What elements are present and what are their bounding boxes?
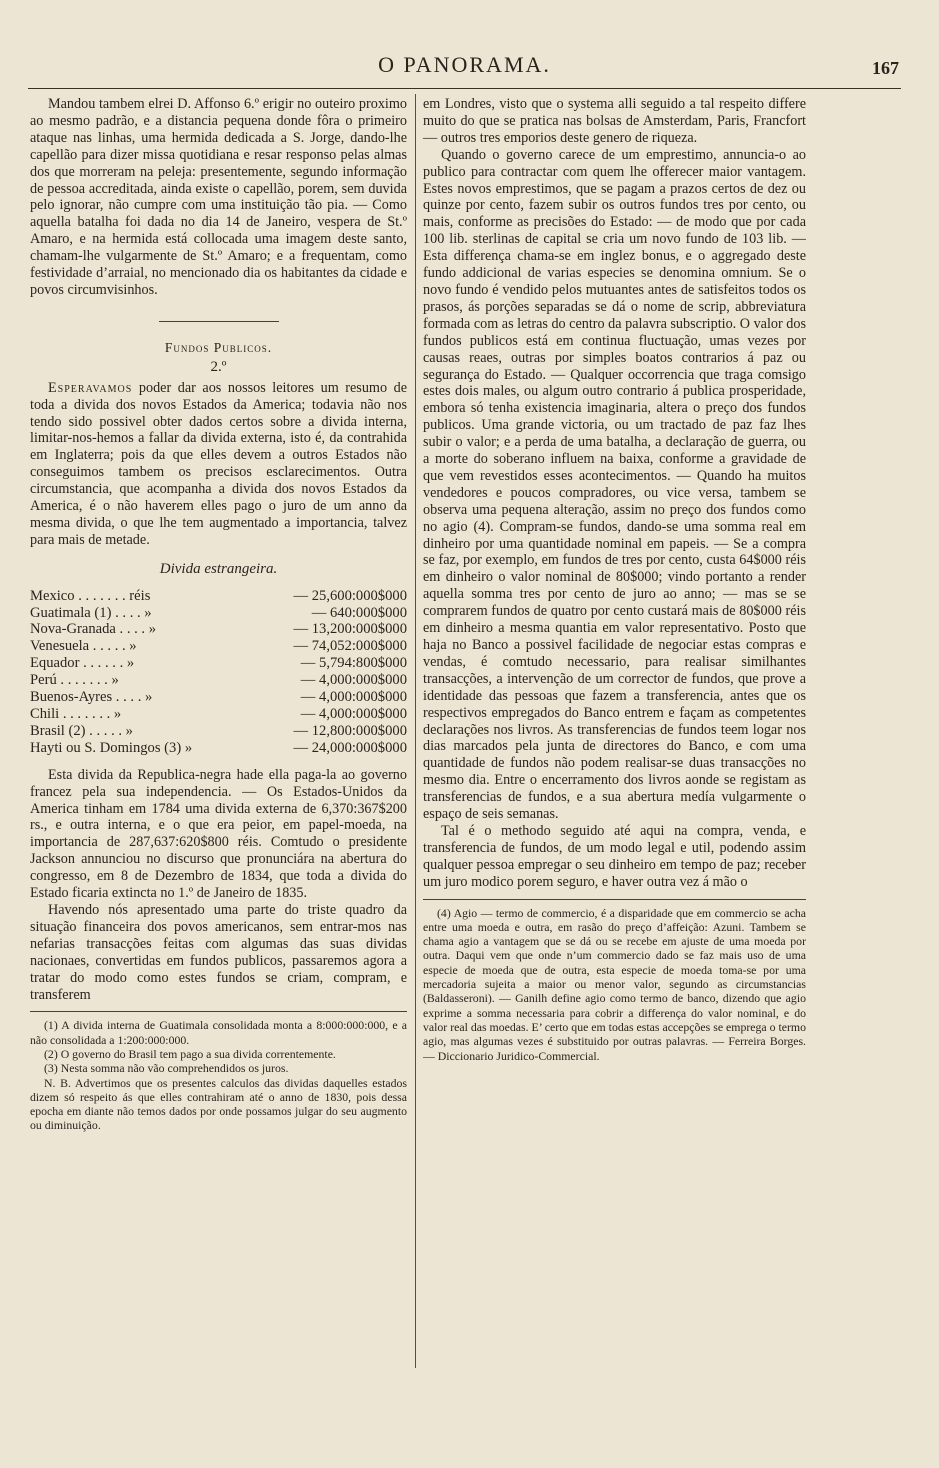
article-paragraph: Mandou tambem elrei D. Affonso 6.º erigir no outeiro proximo ao mesmo padrão, e a distancia pequena donde fôra o primeiro ataque nas linhas, uma hermida dedicada a S. Jorge, dando-lhe capellão para dizer missa quotidiana e resar responso pelas almas dos que morreram na peleja: presentemente, segundo informação de pessoa accreditada, ainda existe o capellão, porem, sem duvida pelo ignorar, não cumpre com uma instituição tão pia. — Como aquella batalha foi dada no dia 14 de Janeiro, vespera de St.º Amaro, e na hermida está collocada uma imagem deste santo, chamam-lhe vulgarmente de St.º Amaro; e a frequentam, como festividade d’arraial, no mencionado dia os habitantes da cidade e povos circumvisinhos.: [30, 96, 407, 298]
article-paragraph: Tal é o methodo seguido até aqui na compra, venda, e transferencia de fundos, de um modo legal e util, podendo assim qualquer pessoa empregar o seu dinheiro em tempo de paz; receber um juro modico porem seguro, e haver outra vez á mão o: [423, 822, 806, 890]
section-number: 2.º: [210, 358, 227, 375]
debt-country: Nova-Granada . . . . »: [30, 621, 157, 638]
debt-row: [30, 621, 407, 638]
debt-country: Chili . . . . . . . »: [30, 706, 122, 722]
debt-country: Perú . . . . . . . »: [30, 672, 119, 689]
debt-amount: — 640:000$000: [311, 604, 407, 621]
article-paragraph: Havendo nós apresentado uma parte do triste quadro da situação financeira dos povos americanos, sem entrar-mos nas nefarias transacções feitas com algumas das suas dividas nacionaes, convertidas em fundos publicos, passaremos agora a tratar do modo como estes fundos se criam, compram, e transferem: [30, 901, 407, 1003]
debt-table: [30, 588, 407, 757]
debt-row: [30, 588, 407, 605]
debt-row: [30, 706, 407, 723]
debt-row: [30, 605, 407, 622]
article-paragraph: Esta divida da Republica-negra hade ella paga-la ao governo francez pela sua independencia. — Os Estados-Unidos da America tinham em 1784 uma divida externa de 6,370:367$200 rs., e outra interna, e o que era peior, em papel-moeda, na importancia de 287,637:620$800 réis. Comtudo o presidente Jackson annunciou no discurso que pronunciára na abertura do congresso, em 8 de Dezembro de 1834, que toda a divida do Estado ficaria extincta no 1.º de Janeiro de 1835.: [30, 766, 407, 902]
publication-title: O PANORAMA.: [378, 52, 551, 77]
debt-row: [30, 672, 407, 689]
debt-row: [30, 740, 407, 757]
debt-row: [30, 655, 407, 672]
debt-country: Mexico . . . . . . . réis: [30, 587, 151, 604]
footnote: (1) A divida interna de Guatimala consolidada monta a 8:000:000:000, e a não consolidada a 1:200:000:000.: [30, 1018, 407, 1047]
debt-row: [30, 723, 407, 740]
debt-row: [30, 689, 407, 706]
debt-amount: — 25,600:000$000: [293, 587, 407, 604]
footnotes: [423, 906, 806, 1063]
header-rule: [28, 88, 901, 89]
article-paragraph: [30, 380, 407, 549]
article-paragraph: em Londres, visto que o systema alli seguido a tal respeito differe muito do que se pratica nas bolsas de Amsterdam, Paris, Francfort — outros tres emporios deste genero de riqueza.: [423, 96, 806, 146]
footnote-rule: [30, 1011, 407, 1012]
footnote: (2) O governo do Brasil tem pago a sua divida correntemente.: [44, 1047, 336, 1061]
debt-country: Hayti ou S. Domingos (3) »: [30, 739, 193, 756]
footnote: (3) Nesta somma não vão comprehendidos os juros.: [44, 1061, 289, 1076]
debt-amount: — 4,000:000$000: [300, 689, 407, 706]
page-header: [30, 48, 899, 84]
column-divider: [415, 94, 416, 1368]
debt-country: Guatimala (1) . . . . »: [30, 604, 152, 621]
page-number: 167: [872, 58, 899, 78]
lead-word: Esperavamos: [48, 379, 133, 396]
debt-country: Equador . . . . . . »: [30, 655, 135, 672]
paragraph-text: poder dar aos nossos leitores um resumo de toda a divida dos novos Estados da America; todavia não nos tendo sido possivel obter dados certos sobre a divida interna, limitar-nos-hemos a fallar da divida externa, isto é, da contrahida em Inglaterra; pois da que elles devem a outros Estados não conseguimos tambem os precisos esclarecimentos. Outra circumstancia, que acompanha a divida dos novos Estados da America, é o não haverem elles pago o juro de um anno da mesma divida, o que lhe tem augmentado a importancia, talvez para mais de metade.: [30, 379, 407, 548]
footnote: N. B. Advertimos que os presentes calculos das dividas daquelles estados dizem só respeito ás que elles contrahiram até o anno de 1830, pois dessa epocha em diante não temos dados por onde possamos julgar do seu augmento ou diminuição.: [30, 1075, 407, 1133]
debt-country: Buenos-Ayres . . . . »: [30, 689, 153, 706]
section-title: Fundos Publicos.: [164, 339, 273, 355]
left-column: [30, 96, 407, 1133]
debt-amount: — 24,000:000$000: [293, 739, 407, 756]
debt-amount: — 13,200:000$000: [293, 621, 407, 638]
footnotes: [30, 1018, 407, 1132]
debt-country: Brasil (2) . . . . . »: [30, 722, 133, 739]
debt-amount: — 12,800:000$000: [293, 722, 407, 739]
debt-country: Venesuela . . . . . »: [30, 638, 137, 655]
section-divider: [159, 321, 279, 322]
right-column: [423, 96, 806, 1063]
debt-row: [30, 638, 407, 655]
article-paragraph: Quando o governo carece de um emprestimo, annuncia-o ao publico para contractar com quem lhe offerecer maior vantagem. Estes novos emprestimos, que se pagam a prazos certos de dez ou quinze por cento, fazem subir os outros fundos tres por cento, ou mais, conforme as precisões do Estado: — de modo que por cada 100 lib. sterlinas de capital se cria um novo fundo de 103 lib. — Esta differença chama-se em inglez bonus, e o aggregado deste fundo addicional de varias especies se denomina omnium. Se o novo fundo é vendido pelos mutuantes antes de satisfeitos todos os prasos, ás porções separadas se dá o nome de scrip, abbreviatura formada com as letras do centro da palavra subscriptio. O valor dos fundos publicos está em continua fluctuação, umas vezes por causas reaes, outras por simples boatos contrarios á paz ou segurança do Estado. — Qualquer occorrencia que traga comsigo estes dois males, ou algum outro contrario á publica prosperidade, embora só tenha existencia imaginaria, altera o preço dos fundos publicos. Uma grande victoria, ou um tractado de paz faz lhes subir o valor; e a perda de uma batalha, a declaração de guerra, ou a morte do soberano influem na baixa, conforme a gravidade de que vem revestidos esses acontecimentos. — Quando ha muitos vendedores e poucos compradores, ou vice versa, tambem se observa uma pequena alteração, assim no preço dos fundos como no agio (4). Compram-se fundos, dando-se uma somma real em dinheiro por uma quantidade nominal em papeis. — Se a compra se faz, por exemplo, em fundos de tres por cento, custa 64$000 réis em dinheiro o valor nominal de 80$000; vindo portanto a render aquella somma tres por cento de juro ao anno; — mas se se comprarem fundos de quatro por cento custará mais de 80$000 réis em dinheiro a mesma quantia em valor representativo. Posto que haja no Banco a possivel facilidade de negociar estas compras e vendas, é comtudo necessario, para realisar similhantes transacções, a intervenção de um corrector de fundos, que prove a identidade das pessoas que fazem a transferencia, antes que os respectivos empregados do Banco entrem e façam as competentes declarações nos livros. As transferencias de fundos teem logar nos dias marcados pela junta de directores do Banco, e com uma quantidade de fundos não podem realisar-se duas transacções no mesmo dia. Entre o encerramento dos livros aonde se registam as transferencias de fundos, e a sua abertura medía vulgarmente o espaço de seis semanas.: [423, 146, 806, 823]
footnote: (4) Agio — termo de commercio, é a disparidade que em commercio se acha entre uma moeda e outra, em rasão do preço d’affeição: Azuni. Tambem se chama agio a vantagem que se dá ou se recebe em ajuste de uma moeda por outra. Daqui vem que onde n’um commercio dado se faz mais uso de uma especie de moeda que de outra, esta especie de moeda toma-se por uma mercadoria sujeita a maior ou menor valor, segundo as circumstancias (Baldasseroni). — Ganilh define agio como termo de banco, dizendo que agio exprime a somma necessaria para cobrir a differença do valor nominal, e do valor real das moedas. E’ certo que em todas estas accepções se emprega o termo agio, mas algumas vezes é substituido por outras palavras. — Ferreira Borges. — Diccionario Juridico-Commercial.: [423, 905, 806, 1063]
debt-amount: — 4,000:000$000: [300, 672, 407, 689]
debt-amount: — 5,794:800$000: [300, 655, 407, 672]
debt-amount: — 4,000:000$000: [300, 706, 407, 722]
table-heading: Divida estrangeira.: [159, 560, 278, 577]
footnote-rule: [423, 899, 806, 900]
debt-amount: — 74,052:000$000: [293, 638, 407, 655]
